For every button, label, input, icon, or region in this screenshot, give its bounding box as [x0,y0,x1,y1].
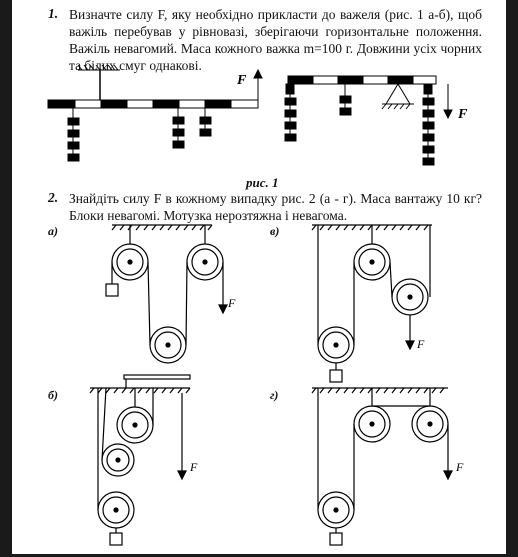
fig2b-force-label: F [190,460,198,474]
fig1-force-label-right: F [458,107,468,122]
fig1-force-label-left: F [237,73,247,88]
fig2g-force-label: F [456,460,464,474]
figure1-caption: рис. 1 [246,175,279,190]
problem2-text: Знайдіть силу F в кожному випадку рис. 2 (а - г). Маса вантажу 10 кг? Блоки невагомі. Мотузка нерозтяжна і невагома. [69,191,482,223]
problem2-number: 2. [48,190,59,205]
problem1-number: 1. [48,6,59,21]
fig2-label-v: в) [270,224,280,238]
fig2-label-b: б) [48,388,58,402]
problem1-text: Визначте силу F, яку необхідно прикласти до важеля (рис. 1 а-б), щоб важіль перебував у рівновазі, зберігаючи горизонтальне положення. Важіль невагомий. Маса кожного важка m=100 г. Довжини усіх чорних та білих смуг однакові. [69,7,482,73]
fig2-label-a: а) [48,224,58,238]
fig2a-force-label: F [228,296,236,310]
fig2v-force-label: F [417,337,425,351]
fig2-label-g: г) [270,388,279,402]
